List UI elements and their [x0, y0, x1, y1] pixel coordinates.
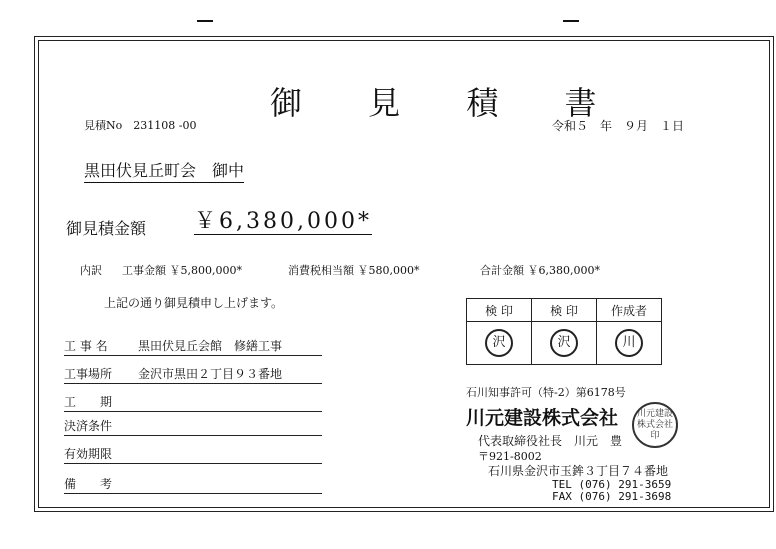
- company-name: 川元建設株式会社: [466, 407, 619, 429]
- field-label: 工 期: [64, 395, 113, 409]
- document-title: 御 見 積 書: [270, 84, 625, 122]
- field-label: 決済条件: [64, 419, 113, 433]
- company-tel: TEL (076) 291-3659: [552, 478, 672, 491]
- field-label: 工 事 名: [64, 339, 108, 353]
- field-validity: [64, 446, 322, 464]
- personal-seal-3: 川: [615, 329, 643, 357]
- company-seal-icon: 川元建設株式会社印: [632, 402, 678, 448]
- company-address: 石川県金沢市玉鉾３丁目７４番地: [488, 464, 669, 478]
- field-label: 工事場所: [64, 367, 113, 381]
- client-name: 黒田伏見丘町会 御中: [84, 158, 244, 183]
- company-representative: 代表取締役社長 川元 豊: [478, 434, 623, 448]
- stamp-header-check-1: 検 印: [467, 299, 532, 322]
- estimate-message: 上記の通り御見積申し上げます。: [104, 296, 284, 310]
- personal-seal-2: 沢: [550, 329, 578, 357]
- field-project-name: [64, 338, 322, 356]
- company-postal-code: 〒921-8002: [478, 450, 542, 463]
- amount-value: ￥6,380,000*: [194, 209, 372, 234]
- field-value: 黒田伏見丘会館 修繕工事: [138, 339, 283, 353]
- estimate-number: 見積No 231108 -00: [84, 119, 197, 132]
- top-registration-mark-right: [563, 20, 579, 22]
- stamp-header-check-2: 検 印: [532, 299, 597, 322]
- approval-stamp-table: [466, 298, 662, 365]
- issue-date: 令和５ 年 ９月 １日: [552, 119, 685, 133]
- top-registration-mark-left: [197, 20, 213, 22]
- field-remarks: [64, 476, 322, 494]
- field-label: 備 考: [64, 477, 113, 491]
- personal-seal-1: 沢: [485, 329, 513, 357]
- field-label: 有効期限: [64, 447, 113, 461]
- breakdown-intro: 内訳: [80, 264, 102, 277]
- field-period: [64, 394, 322, 412]
- breakdown-construction: 工事金額 ￥5,800,000*: [122, 264, 242, 277]
- breakdown-total: 合計金額 ￥6,380,000*: [480, 264, 600, 277]
- license-number: 石川知事許可（特-2）第6178号: [466, 386, 626, 399]
- field-value: 金沢市黒田２丁目９３番地: [138, 367, 283, 381]
- breakdown-tax: 消費税相当額 ￥580,000*: [288, 264, 420, 277]
- amount-label: 御見積金額: [66, 219, 147, 238]
- field-payment-terms: [64, 418, 322, 436]
- field-project-location: [64, 366, 322, 384]
- company-fax: FAX (076) 291-3698: [552, 490, 672, 503]
- stamp-header-creator: 作成者: [597, 299, 662, 322]
